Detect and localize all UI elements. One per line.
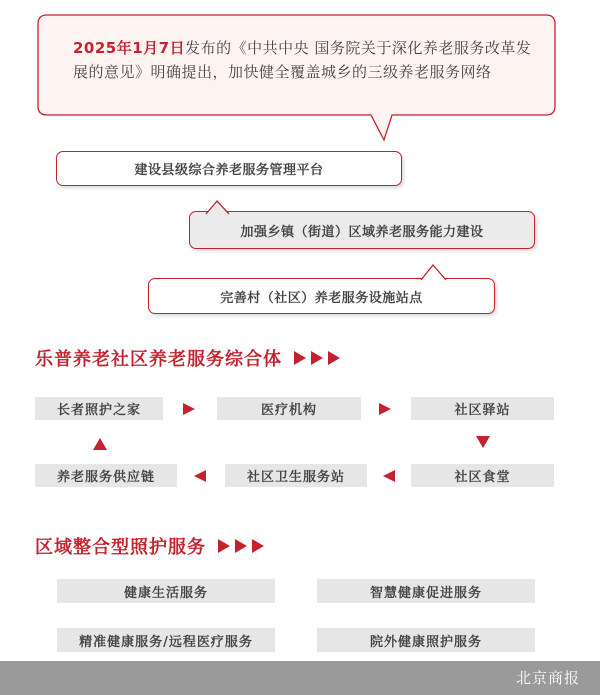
township-capacity-label: 加强乡镇（街道）区域养老服务能力建设	[240, 224, 484, 240]
node-community-post: 社区驿站	[411, 397, 554, 420]
village-station-label: 完善村（社区）养老服务设施站点	[220, 290, 423, 306]
service-outpatient-care: 院外健康照护服务	[317, 628, 535, 652]
service-precision-telemedicine: 精准健康服务/远程医疗服务	[57, 628, 275, 652]
arrow-left-icon	[194, 470, 206, 482]
regional-section-title	[35, 533, 264, 559]
node-supply-chain: 养老服务供应链	[35, 464, 177, 487]
node-elder-home: 长者照护之家	[35, 397, 163, 420]
arrow-right-icon	[183, 403, 195, 415]
intro-text	[73, 36, 533, 84]
connector-notch	[205, 199, 235, 215]
footer-brand: 北京商报	[515, 669, 580, 687]
complex-section-title	[35, 345, 340, 371]
node-canteen: 社区食堂	[411, 464, 554, 487]
village-station-box	[148, 278, 495, 314]
regional-title-text: 区域整合型照护服务	[35, 537, 206, 558]
triple-arrow-icon	[218, 539, 264, 553]
node-medical: 医疗机构	[217, 397, 361, 420]
intro-date: 2025年1月7日	[73, 39, 186, 57]
intro-bubble	[37, 14, 556, 144]
arrow-up-icon	[93, 438, 107, 450]
connector-notch	[420, 263, 450, 281]
arrow-down-icon	[476, 436, 490, 448]
county-platform-label: 建设县级综合养老服务管理平台	[134, 163, 324, 178]
complex-title-text: 乐普养老社区养老服务综合体	[35, 349, 282, 370]
service-smart-health: 智慧健康促进服务	[317, 579, 535, 603]
service-healthy-living: 健康生活服务	[57, 579, 275, 603]
township-capacity-box	[189, 211, 535, 249]
intro-body: 发布的《中共中央 国务院关于深化养老服务改革发展的意见》明确提出，加快健全覆盖城乡的三级养老服务网络	[73, 39, 532, 81]
county-platform-box	[56, 151, 402, 186]
node-health-station: 社区卫生服务站	[225, 464, 367, 487]
arrow-left-icon	[383, 470, 395, 482]
arrow-right-icon	[379, 403, 391, 415]
footer-bar	[0, 661, 600, 695]
triple-arrow-icon	[294, 351, 340, 365]
